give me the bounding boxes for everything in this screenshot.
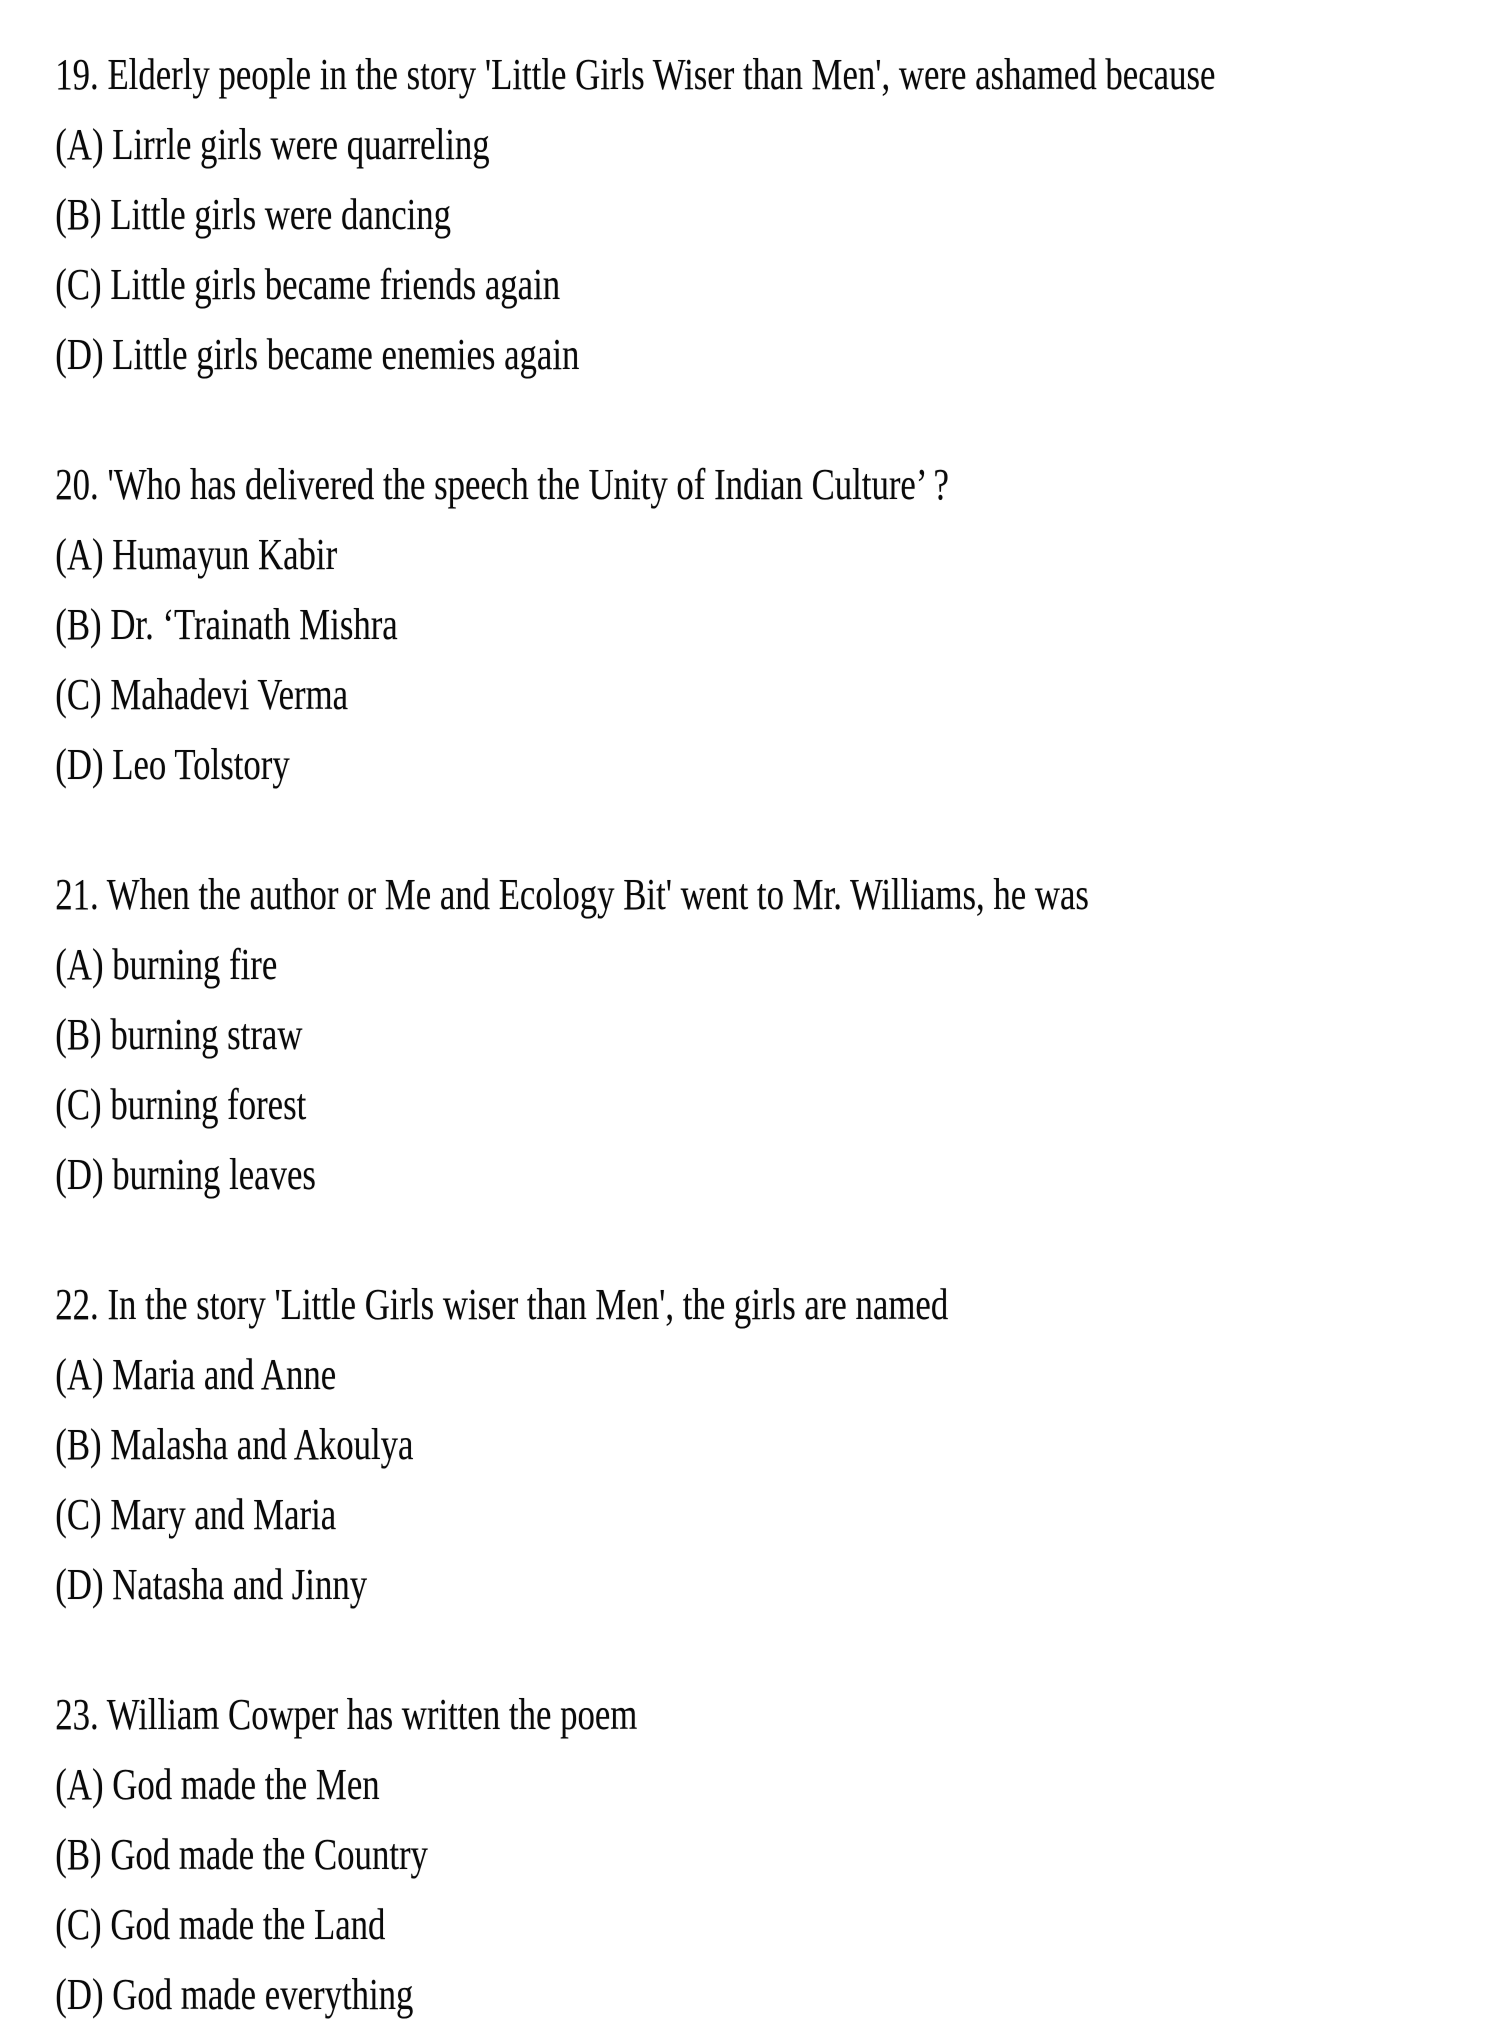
question-block-21: [55, 860, 1505, 1210]
question-text: 21. When the author or Me and Ecology Bit' went to Mr. Williams, he was: [55, 870, 1089, 919]
question-block-22: [55, 1270, 1505, 1620]
question-block-20: [55, 450, 1505, 800]
question-block-19: [55, 40, 1505, 390]
answer-option-c: (C) God made the Land: [55, 1900, 386, 1949]
answer-option-b: (B) Dr. ‘Trainath Mishra: [55, 600, 398, 649]
answer-option-d: (D) Little girls became enemies again: [55, 330, 580, 379]
question-text: 22. In the story 'Little Girls wiser than Men', the girls are named: [55, 1280, 949, 1329]
question-text: 19. Elderly people in the story 'Little Girls Wiser than Men', were ashamed because: [55, 50, 1216, 99]
answer-option-a: (A) Humayun Kabir: [55, 530, 338, 579]
answer-option-d: (D) God made everything: [55, 1970, 414, 2019]
answer-option-d: (D) Leo Tolstory: [55, 740, 290, 789]
answer-option-c: (C) Little girls became friends again: [55, 260, 561, 309]
question-block-23: [55, 1680, 1505, 2030]
answer-option-b: (B) God made the Country: [55, 1830, 428, 1879]
answer-option-c: (C) burning forest: [55, 1080, 307, 1129]
answer-option-a: (A) God made the Men: [55, 1760, 380, 1809]
answer-option-c: (C) Mary and Maria: [55, 1490, 337, 1539]
answer-option-a: (A) Lirrle girls were quarreling: [55, 120, 490, 169]
answer-option-a: (A) Maria and Anne: [55, 1350, 337, 1399]
question-text: 23. William Cowper has written the poem: [55, 1690, 638, 1739]
answer-option-d: (D) burning leaves: [55, 1150, 316, 1199]
answer-option-c: (C) Mahadevi Verma: [55, 670, 349, 719]
answer-option-b: (B) Malasha and Akoulya: [55, 1420, 414, 1469]
answer-option-a: (A) burning fire: [55, 940, 278, 989]
answer-option-b: (B) burning straw: [55, 1010, 303, 1059]
answer-option-d: (D) Natasha and Jinny: [55, 1560, 368, 1609]
question-text: 20. 'Who has delivered the speech the Unity of Indian Culture’ ?: [55, 460, 949, 509]
answer-option-b: (B) Little girls were dancing: [55, 190, 452, 239]
